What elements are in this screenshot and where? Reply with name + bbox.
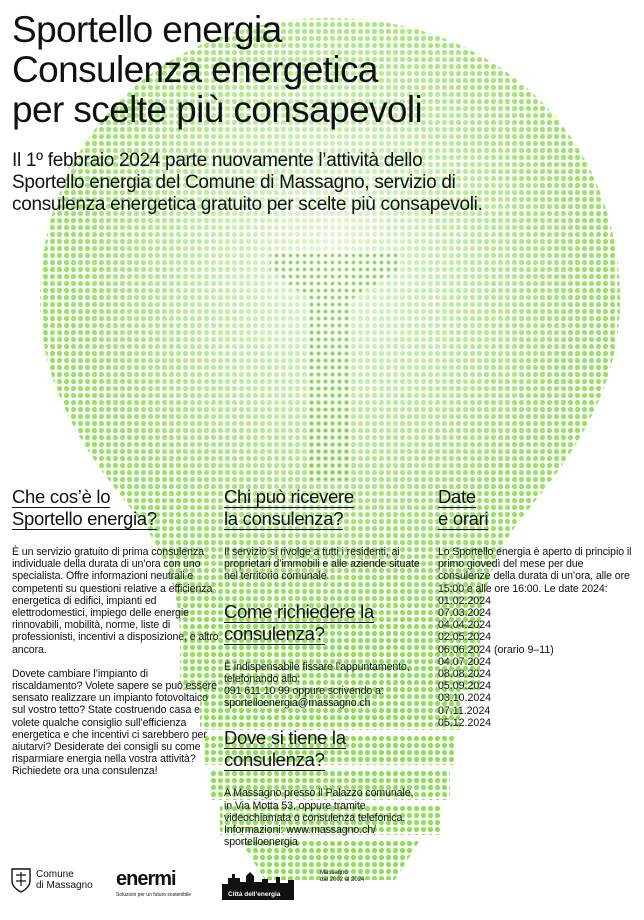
dates-list bbox=[438, 595, 638, 729]
what-is-text-2: Dovete cambiare l’impianto di riscaldamento? Volete sapere se può essere sensato realizzare un impianto fotovoltaico sul vostro tetto? State costruendo casa e volete qualche consiglio sull’efficienza energetica e che incentivi ci sarebbero per aiutarvi? Desiderate dei consigli su come risparmiare energia nella vostra attività? Richiedete ora una consulenza! bbox=[12, 667, 217, 778]
heading-who-line-1: Chi può ricevere bbox=[224, 486, 354, 507]
where-text bbox=[224, 787, 424, 848]
massagno-sub: dal 2002 al 2024 bbox=[320, 877, 365, 883]
heading-what-is-line-2: Sportello energia? bbox=[12, 508, 157, 529]
email-link[interactable]: sportelloenergia@massagno.ch bbox=[224, 697, 371, 710]
date-item: 07.03.2024 bbox=[438, 607, 492, 620]
citta-energia-logo bbox=[222, 870, 294, 905]
page-title bbox=[12, 10, 632, 130]
heading-dates-line-2: e orari bbox=[438, 508, 489, 529]
date-item: 01.02.2024 bbox=[438, 594, 492, 607]
how-text bbox=[224, 661, 424, 710]
info-link-1[interactable]: Informazioni: www.massagno.ch/ bbox=[224, 824, 376, 837]
heading-how bbox=[224, 601, 424, 645]
where-text-1: A Massagno presso il Palazzo comunale, in Via Motta 53, oppure tramite videochiamata o consulenza telefonica. bbox=[224, 787, 414, 824]
heading-how-line-2: consulenza? bbox=[224, 622, 325, 644]
heading-dates-line-1: Date bbox=[438, 486, 476, 507]
heading-dates bbox=[438, 486, 638, 530]
enermi-tagline: Soluzioni per un futuro sostenibile bbox=[116, 892, 192, 898]
crest-icon bbox=[10, 866, 32, 894]
date-item: 03.10.2024 bbox=[438, 692, 492, 705]
date-item: 05.09.2024 bbox=[438, 680, 492, 693]
who-text: Il servizio si rivolge a tutti i residenti, ai proprietari d’immobili e alle aziende situate nel territorio comunale. bbox=[224, 546, 420, 583]
comune-line-1: Comune bbox=[36, 869, 74, 880]
date-item: 04.04.2024 bbox=[438, 619, 492, 632]
massagno-energy-badge bbox=[320, 870, 364, 884]
title-line-2: Consulenza energetica bbox=[12, 49, 378, 90]
heading-where-line-2: consulenza? bbox=[224, 749, 325, 771]
column-what-is bbox=[12, 486, 220, 778]
intro-paragraph: Il 1º febbraio 2024 parte nuovamente l’attività dello Sportello energia del Comune di Massagno, servizio di consulenza energetica gratuito per scelte più consapevoli. bbox=[12, 150, 483, 215]
date-item: 08.08.2024 bbox=[438, 668, 492, 681]
column-dates bbox=[438, 486, 638, 729]
dates-intro: Lo Sportello energia è aperto di principio il primo giovedì del mese per due consulenze della durata di un’ora, alle ore 15:00 e alle ore 16:00. Le date 2024: bbox=[438, 546, 632, 595]
date-item: 07.11.2024 bbox=[438, 704, 491, 717]
date-item: 05.12.2024 bbox=[438, 716, 492, 729]
date-item: 06.06.2024 (orario 9–11) bbox=[438, 643, 554, 656]
comune-massagno-logo bbox=[10, 866, 93, 899]
citta-label: Città dell’energia bbox=[228, 891, 281, 898]
comune-text bbox=[36, 869, 93, 891]
info-link-2[interactable]: sportelloenergia bbox=[224, 836, 298, 849]
date-item: 04.07.2024 bbox=[438, 655, 492, 668]
title-line-3: per scelte più consapevoli bbox=[12, 89, 423, 130]
how-text-1: È indispensabile fissare l’appuntamento, telefonando allo: bbox=[224, 660, 410, 685]
massagno-label: Massagno bbox=[320, 870, 348, 876]
heading-where-line-1: Dove si tiene la bbox=[224, 727, 346, 749]
title-line-1: Sportello energia bbox=[12, 9, 282, 50]
phone-number[interactable]: 091 611 10 99 oppure scrivendo a: bbox=[224, 685, 384, 698]
heading-who bbox=[224, 486, 424, 530]
heading-what-is bbox=[12, 486, 220, 530]
heading-where bbox=[224, 727, 424, 771]
logo-bar bbox=[0, 862, 644, 910]
heading-how-line-1: Come richiedere la bbox=[224, 600, 374, 622]
heading-what-is-line-1: Che cos’è lo bbox=[12, 486, 111, 507]
enermi-logo bbox=[116, 868, 191, 898]
what-is-text-1: È un servizio gratuito di prima consulenza individuale della durata di un’ora con uno specialista. Offre informazioni neutrali e competenti su questioni relative a efficienza energetica di edifici, impianti ed elettrodomestici, impiego delle energie rinnovabili, mobilità, norme, liste di professionisti, incentivi a disposizione, e altro ancora. bbox=[12, 546, 219, 656]
enermi-wordmark: enermi bbox=[116, 868, 176, 890]
comune-line-2: di Massagno bbox=[36, 880, 93, 891]
heading-who-line-2: la consulenza? bbox=[224, 508, 344, 529]
column-who-how-where bbox=[224, 486, 424, 848]
date-item: 02.05.2024 bbox=[438, 631, 492, 644]
